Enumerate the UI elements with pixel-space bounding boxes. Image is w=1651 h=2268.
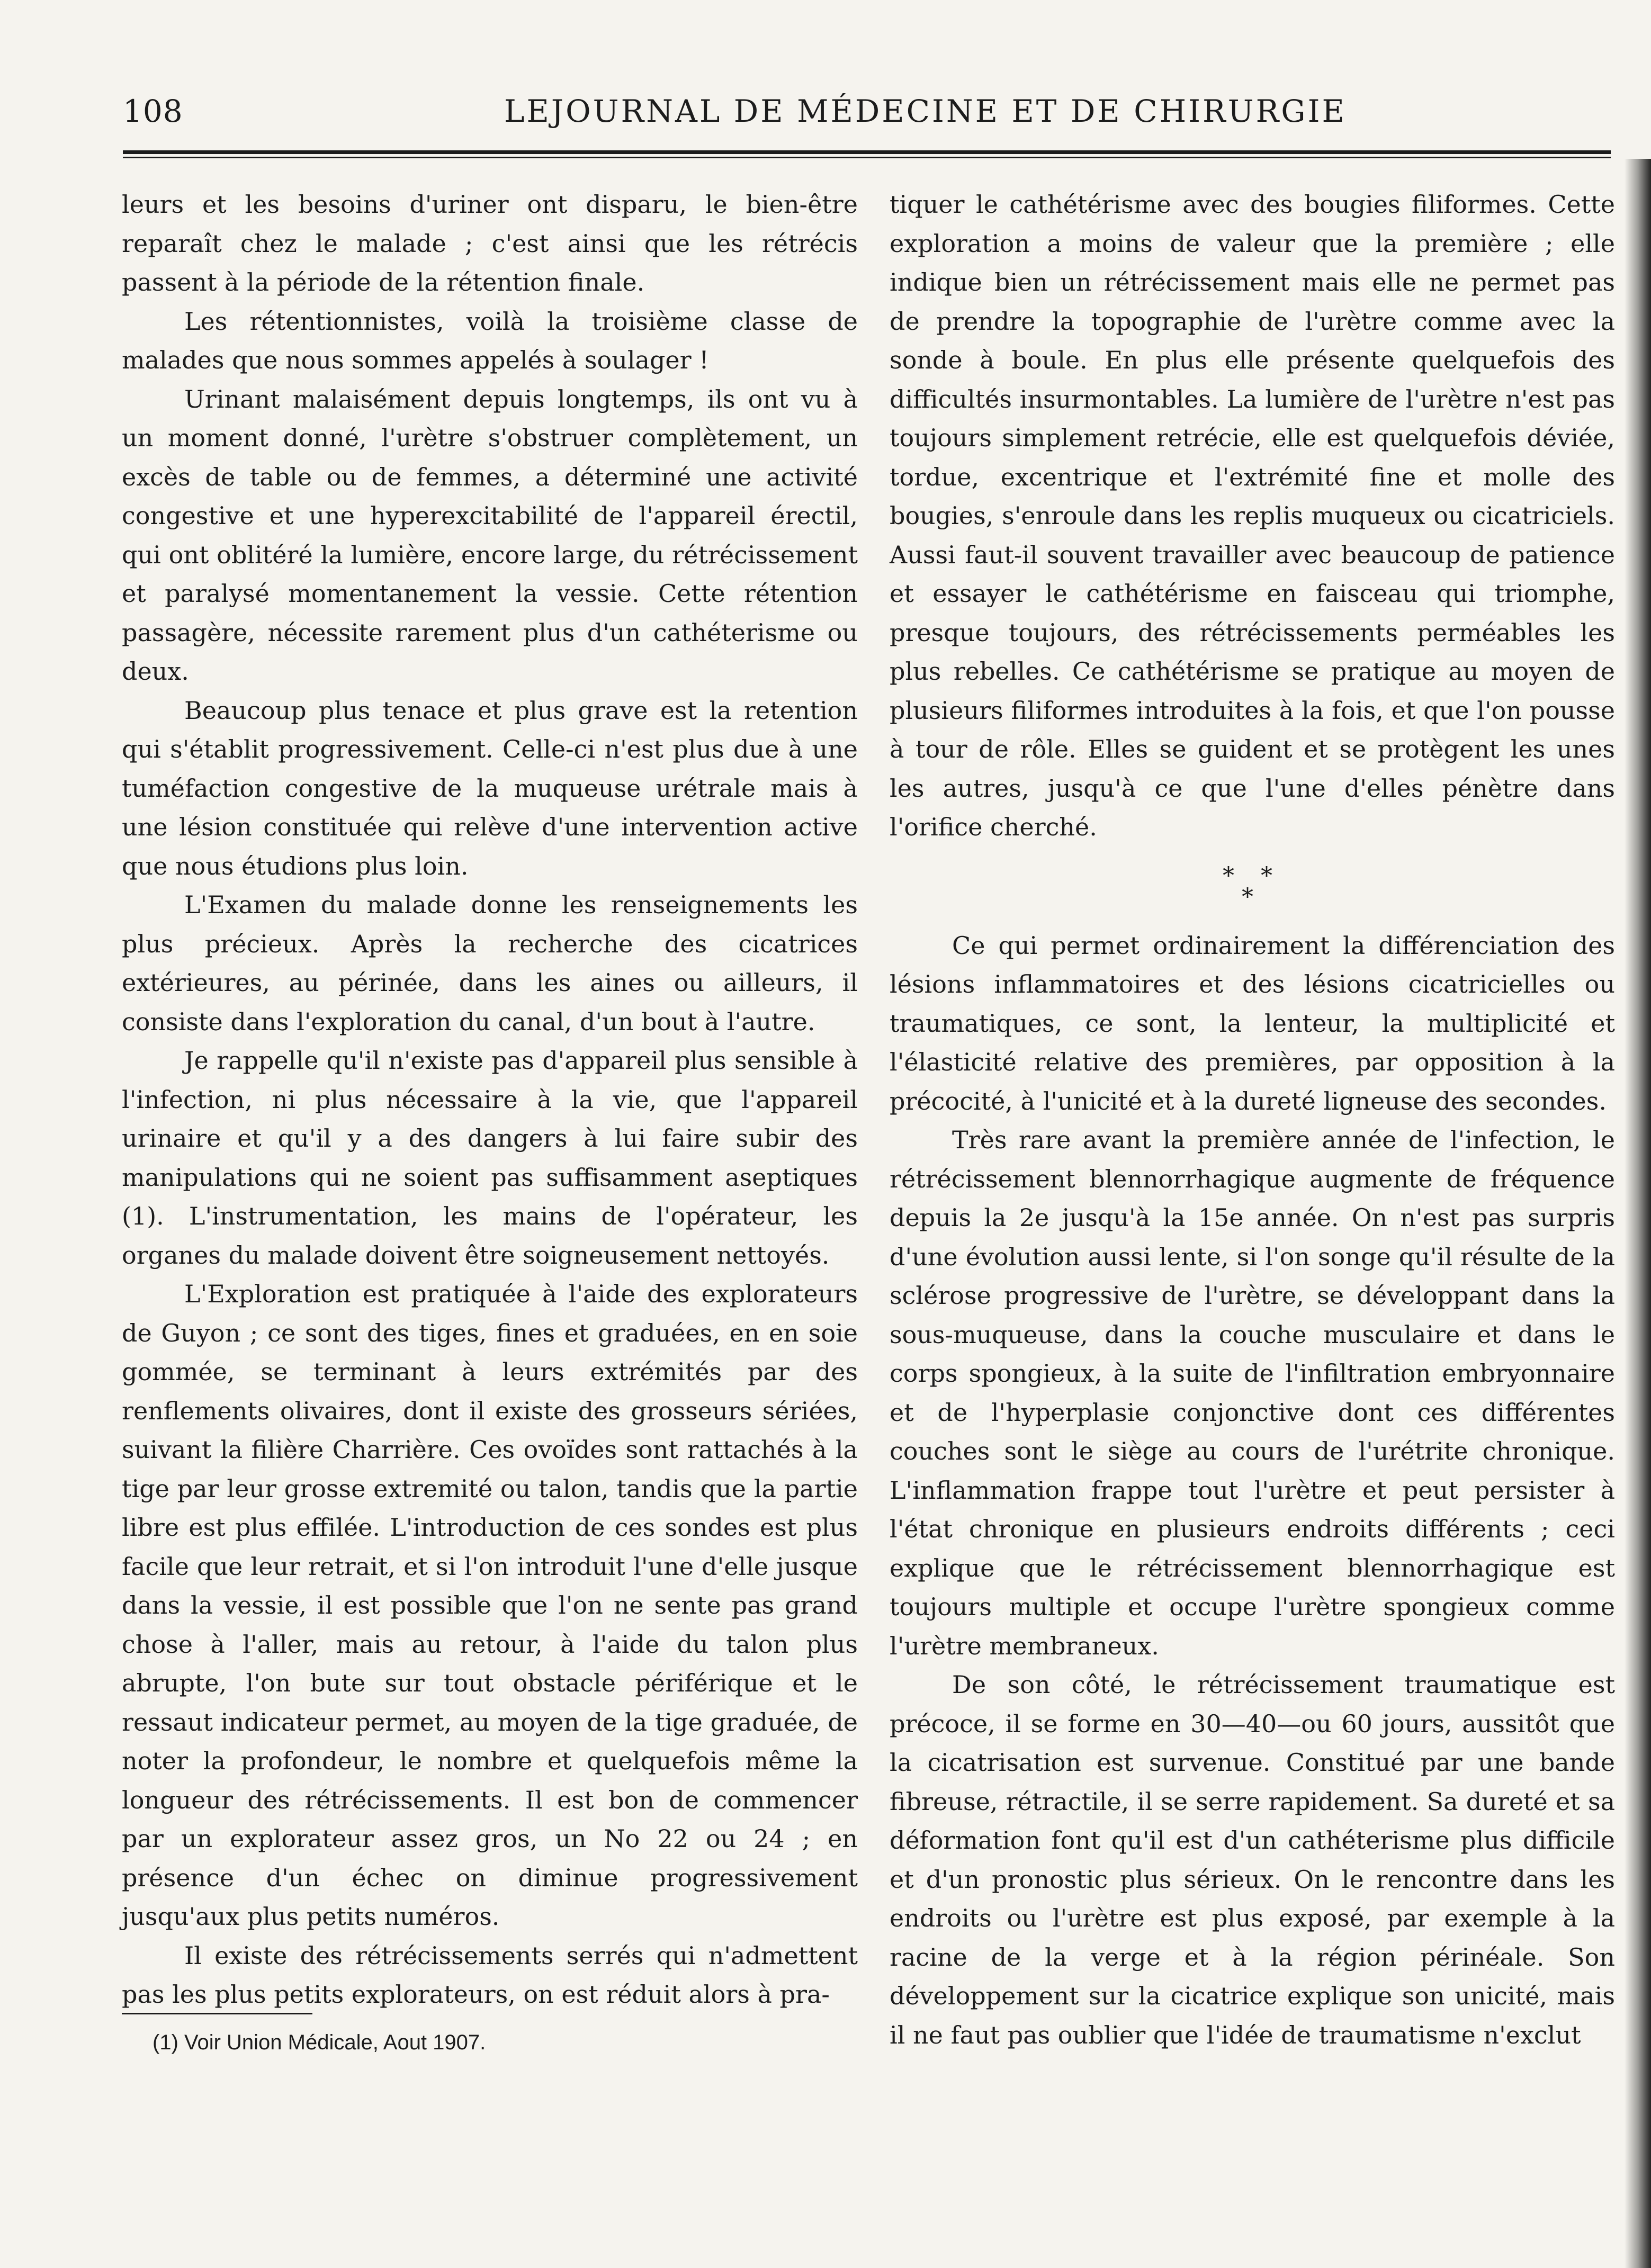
page-number: 108 [123, 93, 183, 129]
section-divider [890, 847, 1615, 926]
page-edge-shadow [1625, 159, 1651, 2268]
paragraph: Les rétentionnistes, voilà la troisième classe de malades que nous sommes appelés à soulager ! [122, 307, 858, 374]
header-rule-thin [123, 157, 1611, 158]
paragraph: Beaucoup plus tenace et plus grave est la retention qui s'établit progressivement. Celle-ci n'est plus due à une tuméfaction congestive de la muqueuse urétrale mais à une lésion constituée qui relève d'une intervention active que nous étudions plus loin. [122, 696, 858, 880]
asterism: * * * [1223, 862, 1282, 911]
paragraph: Très rare avant la première année de l'infection, le rétrécissement blennorrhagique augmente de fréquence depuis la 2e jusqu'à la 15e année. On n'est pas surpris d'une évolution aussi lente, si l'on songe qu'il résulte de la sclérose progressive de l'urètre, se développant dans la sous-muqueuse, dans la couche musculaire et dans le corps spongieux, à la suite de l'infiltration embryonnaire et de l'hyperplasie conjonctive dont ces différentes couches sont le siège au cours de l'urétrite chronique. L'inflammation frappe tout l'urètre et peut persister à l'état chronique en plusieurs endroits différents ; ceci explique que le rétrécissement blennorrhagique est toujours multiple et occupe l'urètre spongieux comme l'urètre membraneux. [890, 1126, 1615, 1660]
page-header [123, 91, 1600, 139]
journal-title: LEJOURNAL DE MÉDECINE ET DE CHIRURGIE [504, 93, 1347, 129]
left-column [122, 185, 858, 2014]
paragraph: Il existe des rétrécissements serrés qui n'admettent pas les plus petits explorateurs, on est réduit alors à pra- [122, 1941, 858, 2009]
paragraph: L'Examen du malade donne les renseignements les plus précieux. Après la recherche des cicatrices extérieures, au périnée, dans les aines ou ailleurs, il consiste dans l'exploration du canal, d'un bout à l'autre. [122, 890, 858, 1036]
paragraph: tiquer le cathétérisme avec des bougies filiformes. Cette exploration a moins de valeur que la première ; elle indique bien un rétrécissement mais elle ne permet pas de prendre la topographie de l'urètre comme avec la sonde à boule. En plus elle présente quelquefois des difficultés insurmontables. La lumière de l'urètre n'est pas toujours simplement retrécie, elle est quelquefois déviée, tordue, excentrique et l'extrémité fine et molle des bougies, s'enroule dans les replis muqueux ou cicatriciels. Aussi faut-il souvent travailler avec beaucoup de patience et essayer le cathétérisme en faisceau qui triomphe, presque toujours, des rétrécissements perméables les plus rebelles. Ce cathétérisme se pratique au moyen de plusieurs filiformes introduites à la fois, et que l'on pousse à tour de rôle. Elles se guident et se protègent les unes les autres, jusqu'à ce que l'une d'elles pénètre dans l'orifice cherché. [890, 190, 1615, 841]
paragraph: Ce qui permet ordinairement la différenciation des lésions inflammatoires et des lésions cicatricielles ou traumatiques, ce sont, la lenteur, la multiplicité et l'élasticité relative des premières, par opposition à la précocité, à l'unicité et à la dureté ligneuse des secondes. [890, 931, 1615, 1115]
right-column [890, 185, 1615, 2055]
footnote: (1) Voir Union Médicale, Aout 1907. [152, 2031, 486, 2054]
paragraph: De son côté, le rétrécissement traumatique est précoce, il se forme en 30—40—ou 60 jours, aussitôt que la cicatrisation est survenue. Constitué par une bande fibreuse, rétractile, il se serre rapidement. Sa dureté et sa déformation font qu'il est d'un cathéterisme plus difficile et d'un pronostic plus sérieux. On le rencontre dans les endroits ou l'urètre est plus exposé, par exemple à la racine de la verge et à la région périnéale. Son développement sur la cicatrice explique son unicité, mais il ne faut pas oublier que l'idée de traumatisme n'exclut [890, 1670, 1615, 2049]
paragraph: L'Exploration est pratiquée à l'aide des explorateurs de Guyon ; ce sont des tiges, fines et graduées, en en soie gommée, se terminant à leurs extrémités par des renflements olivaires, dont il existe des grosseurs sériées, suivant la filière Charrière. Ces ovoïdes sont rattachés à la tige par leur grosse extremité ou talon, tandis que la partie libre est plus effilée. L'introduction de ces sondes est plus facile que leur retrait, et si l'on introduit l'une d'elle jusque dans la vessie, il est possible que l'on ne sente pas grand chose à l'aller, mais au retour, à l'aide du talon plus abrupte, l'on bute sur tout obstacle périférique et le ressaut indicateur permet, au moyen de la tige graduée, de noter la profondeur, le nombre et quelquefois même la longueur des rétrécissements. Il est bon de commencer par un explorateur assez gros, un No 22 ou 24 ; en présence d'un échec on diminue progressivement jusqu'aux plus petits numéros. [122, 1280, 858, 1931]
header-rule [123, 150, 1611, 154]
paragraph: leurs et les besoins d'uriner ont disparu, le bien-être reparaît chez le malade ; c'est ainsi que les rétrécis passent à la période de la rétention finale. [122, 190, 858, 296]
footnote-rule [122, 2013, 312, 2014]
paragraph: Je rappelle qu'il n'existe pas d'appareil plus sensible à l'infection, ni plus nécessaire à la vie, que l'appareil urinaire et qu'il y a des dangers à lui faire subir des manipulations qui ne soient pas suffisamment aseptiques (1). L'instrumentation, les mains de l'opérateur, les organes du malade doivent être soigneusement nettoyés. [122, 1046, 858, 1270]
paragraph: Urinant malaisément depuis longtemps, ils ont vu à un moment donné, l'urètre s'obstruer complètement, un excès de table ou de femmes, a déterminé une activité congestive et une hyperexcitabilité de l'appareil érectil, qui ont oblitéré la lumière, encore large, du rétrécissement et paralysé momentanement la vessie. Cette rétention passagère, nécessite rarement plus d'un cathéterisme ou deux. [122, 384, 858, 686]
